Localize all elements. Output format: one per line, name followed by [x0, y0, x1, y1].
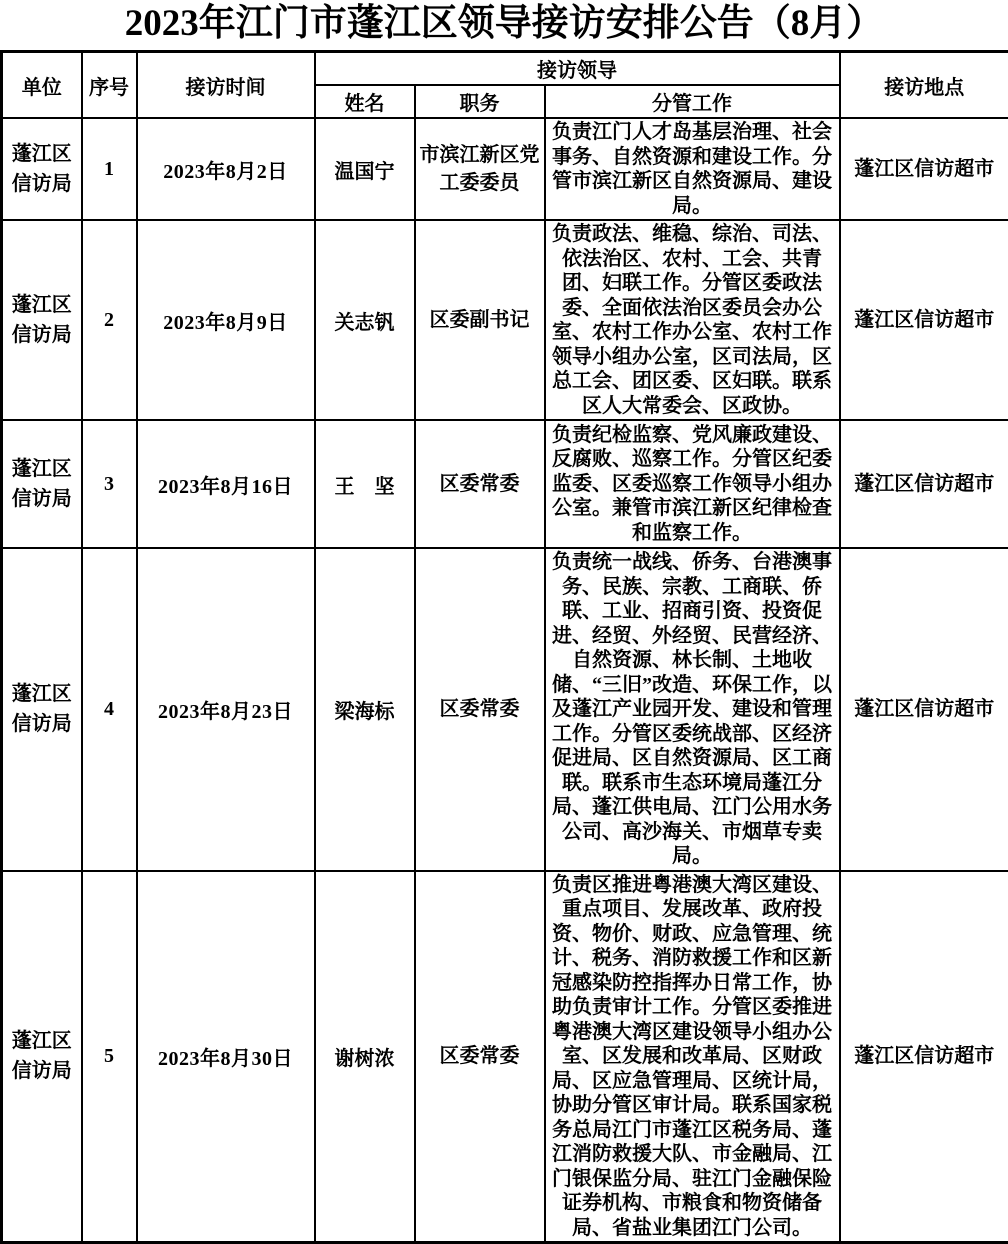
header-index: 序号: [82, 52, 137, 119]
header-duties: 分管工作: [545, 85, 840, 118]
header-time: 接访时间: [137, 52, 315, 119]
table-row: [2, 220, 1008, 420]
header-position: 职务: [415, 85, 545, 118]
cell-unit: 蓬江区信访局: [2, 118, 82, 220]
cell-time: 2023年8月9日: [137, 220, 315, 420]
table-body: [2, 118, 1008, 1243]
cell-position: 市滨江新区党工委委员: [415, 118, 545, 220]
table-row: [2, 420, 1008, 548]
table-header: [2, 52, 1008, 119]
cell-name: 梁海标: [315, 548, 415, 871]
cell-duties: 负责江门人才岛基层治理、社会事务、自然资源和建设工作。分管市滨江新区自然资源局、建设局。: [545, 118, 840, 220]
cell-index: 5: [82, 871, 137, 1243]
cell-time: 2023年8月30日: [137, 871, 315, 1243]
cell-duties: 负责区推进粤港澳大湾区建设、重点项目、发展改革、政府投资、物价、财政、应急管理、统计、税务、消防救援工作和区新冠感染防控指挥办日常工作，协助负责审计工作。分管区委推进粤港澳大湾区建设领导小组办公室、区发展和改革局、区财政局、区应急管理局、区统计局，协助分管区审计局。联系国家税务总局江门市蓬江区税务局、蓬江消防救援大队、市金融局、江门银保监分局、驻江门金融保险证券机构、市粮食和物资储备局、省盐业集团江门公司。: [545, 871, 840, 1243]
cell-position: 区委副书记: [415, 220, 545, 420]
table-row: [2, 548, 1008, 871]
cell-index: 1: [82, 118, 137, 220]
cell-duties: 负责统一战线、侨务、台港澳事务、民族、宗教、工商联、侨联、工业、招商引资、投资促进、经贸、外经贸、民营经济、自然资源、林长制、土地收储、“三旧”改造、环保工作，以及蓬江产业园开发、建设和管理工作。分管区委统战部、区经济促进局、区自然资源局、区工商联。联系市生态环境局蓬江分局、蓬江供电局、江门公用水务公司、高沙海关、市烟草专卖局。: [545, 548, 840, 871]
cell-name: 王 坚: [315, 420, 415, 548]
cell-location: 蓬江区信访超市: [840, 548, 1008, 871]
cell-time: 2023年8月2日: [137, 118, 315, 220]
cell-duties: 负责纪检监察、党风廉政建设、反腐败、巡察工作。分管区纪委监委、区委巡察工作领导小组办公室。兼管市滨江新区纪律检查和监察工作。: [545, 420, 840, 548]
cell-name: 谢树浓: [315, 871, 415, 1243]
cell-time: 2023年8月16日: [137, 420, 315, 548]
header-leader-group: 接访领导: [315, 52, 840, 86]
cell-unit: 蓬江区信访局: [2, 871, 82, 1243]
header-unit: 单位: [2, 52, 82, 119]
table-row: [2, 871, 1008, 1243]
cell-location: 蓬江区信访超市: [840, 420, 1008, 548]
cell-position: 区委常委: [415, 548, 545, 871]
cell-name: 温国宁: [315, 118, 415, 220]
table-row: [2, 118, 1008, 220]
cell-duties: 负责政法、维稳、综治、司法、依法治区、农村、工会、共青团、妇联工作。分管区委政法委、全面依法治区委员会办公室、农村工作办公室、农村工作领导小组办公室，区司法局，区总工会、团区委、区妇联。联系区人大常委会、区政协。: [545, 220, 840, 420]
cell-location: 蓬江区信访超市: [840, 118, 1008, 220]
header-location: 接访地点: [840, 52, 1008, 119]
cell-name: 关志钒: [315, 220, 415, 420]
cell-index: 2: [82, 220, 137, 420]
cell-position: 区委常委: [415, 871, 545, 1243]
header-name: 姓名: [315, 85, 415, 118]
cell-time: 2023年8月23日: [137, 548, 315, 871]
cell-position: 区委常委: [415, 420, 545, 548]
page-title: 2023年江门市蓬江区领导接访安排公告（8月）: [0, 0, 1008, 50]
cell-location: 蓬江区信访超市: [840, 871, 1008, 1243]
reception-schedule-table: [0, 50, 1008, 1244]
cell-unit: 蓬江区信访局: [2, 220, 82, 420]
cell-location: 蓬江区信访超市: [840, 220, 1008, 420]
cell-index: 4: [82, 548, 137, 871]
cell-index: 3: [82, 420, 137, 548]
cell-unit: 蓬江区信访局: [2, 548, 82, 871]
cell-unit: 蓬江区信访局: [2, 420, 82, 548]
